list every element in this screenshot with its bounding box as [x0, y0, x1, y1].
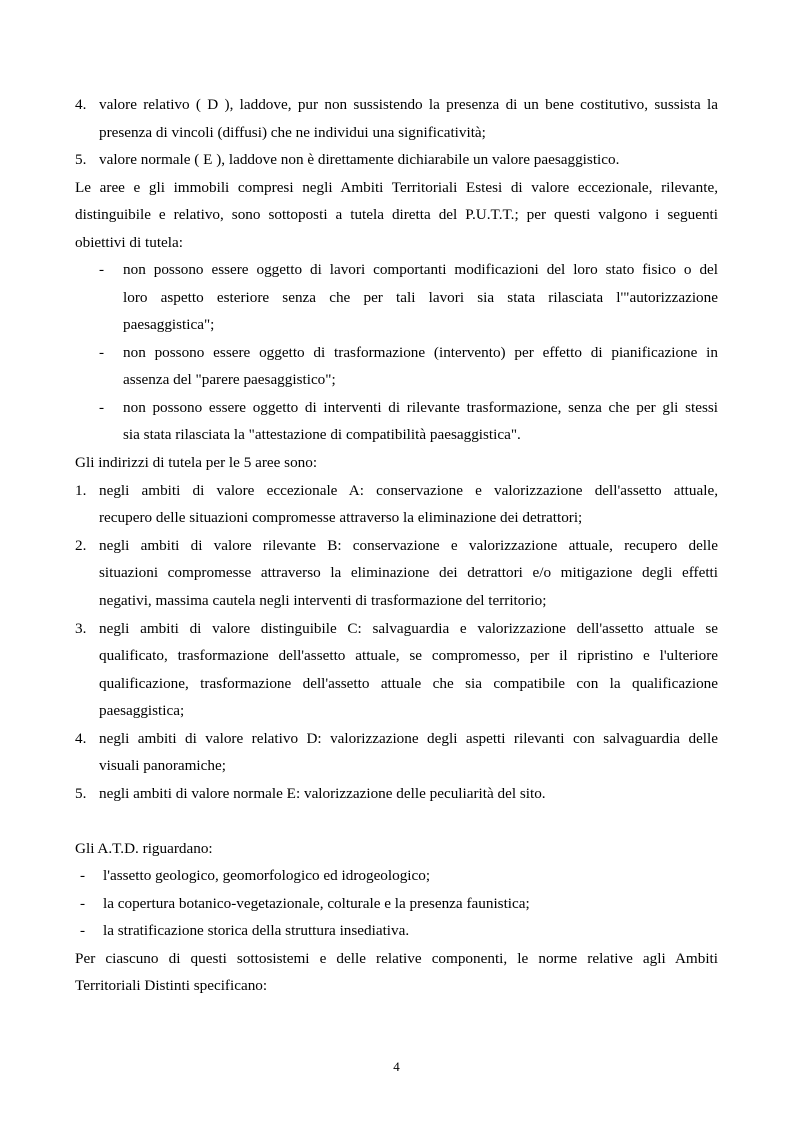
dash-item-line: loro aspetto esteriore senza che per tali lavori sia stata rilasciata l'"autorizzazione [123, 289, 718, 306]
paragraph-line: Territoriali Distinti specificano: [75, 977, 268, 994]
list-item-line: valore normale ( E ), laddove non è direttamente dichiarabile un valore paesaggistico. [99, 151, 620, 168]
dash-marker: - [99, 261, 105, 278]
list-item-line: negli ambiti di valore rilevante B: conservazione e valorizzazione attuale, recupero delle [99, 537, 718, 554]
list-marker: 2. [75, 537, 87, 554]
dash-item-line: assenza del "parere paesaggistico"; [123, 371, 336, 388]
paragraph-line: distinguibile e relativo, sono sottoposti a tutela diretta del P.U.T.T.; per questi valgono i seguenti [75, 206, 718, 223]
dash-marker: - [99, 344, 105, 361]
atd-item: la stratificazione storica della struttura insediativa. [103, 922, 410, 939]
dash-marker: - [99, 399, 105, 416]
list-marker: 4. [75, 96, 87, 113]
dash-item-line: non possono essere oggetto di interventi di rilevante trasformazione, senza che per gli stessi [123, 399, 718, 416]
page-number: 4 [393, 1059, 400, 1074]
list-item-line: negli ambiti di valore normale E: valorizzazione delle peculiarità del sito. [99, 785, 546, 802]
list-item-line: qualificato, trasformazione dell'assetto attuale, se compromesso, per il ripristino e l'ulteriore [99, 647, 718, 664]
list-item-line: visuali panoramiche; [99, 757, 226, 774]
dash-marker: - [80, 867, 86, 884]
list-item-line: negli ambiti di valore eccezionale A: conservazione e valorizzazione dell'assetto attuale, [99, 482, 718, 499]
list-marker: 4. [75, 730, 87, 747]
section-title: Gli A.T.D. riguardano: [75, 840, 213, 857]
list-item-line: negli ambiti di valore relativo D: valorizzazione degli aspetti rilevanti con salvaguardia delle [99, 730, 718, 747]
paragraph-line: Per ciascuno di questi sottosistemi e delle relative componenti, le norme relative agli Ambiti [75, 950, 718, 967]
dash-item-line: paesaggistica"; [123, 316, 215, 333]
list-item-line: valore relativo ( D ), laddove, pur non sussistendo la presenza di un bene costitutivo, sussista la [99, 96, 718, 113]
atd-item: la copertura botanico-vegetazionale, colturale e la presenza faunistica; [103, 895, 530, 912]
list-item-line: qualificazione, trasformazione dell'assetto attuale che sia compatibile con la qualificazione [99, 675, 718, 692]
atd-item: l'assetto geologico, geomorfologico ed idrogeologico; [103, 867, 431, 884]
list-item-line: situazioni compromesse attraverso la eliminazione dei detrattori e/o mitigazione degli effetti [99, 564, 718, 581]
list-item-line: negli ambiti di valore distinguibile C: salvaguardia e valorizzazione dell'assetto attuale se [99, 620, 718, 637]
list-marker: 5. [75, 151, 87, 168]
list-marker: 5. [75, 785, 87, 802]
list-item-line: presenza di vincoli (diffusi) che ne individui una significatività; [99, 124, 486, 141]
dash-marker: - [80, 922, 86, 939]
dash-marker: - [80, 895, 86, 912]
paragraph-line: Le aree e gli immobili compresi negli Ambiti Territoriali Estesi di valore eccezionale, rilevante, [75, 179, 718, 196]
list-item-line: negativi, massima cautela negli interventi di trasformazione del territorio; [99, 592, 547, 609]
dash-item-line: non possono essere oggetto di trasformazione (intervento) per effetto di pianificazione in [123, 344, 718, 361]
list-item-line: recupero delle situazioni compromesse attraverso la eliminazione dei detrattori; [99, 509, 583, 526]
list-marker: 1. [75, 482, 87, 499]
paragraph-line: obiettivi di tutela: [75, 234, 183, 251]
list-item-line: paesaggistica; [99, 702, 185, 719]
dash-item-line: non possono essere oggetto di lavori comportanti modificazioni del loro stato fisico o del [123, 261, 718, 278]
section-title: Gli indirizzi di tutela per le 5 aree sono: [75, 454, 318, 471]
dash-item-line: sia stata rilasciata la "attestazione di compatibilità paesaggistica". [123, 426, 521, 443]
list-marker: 3. [75, 620, 87, 637]
